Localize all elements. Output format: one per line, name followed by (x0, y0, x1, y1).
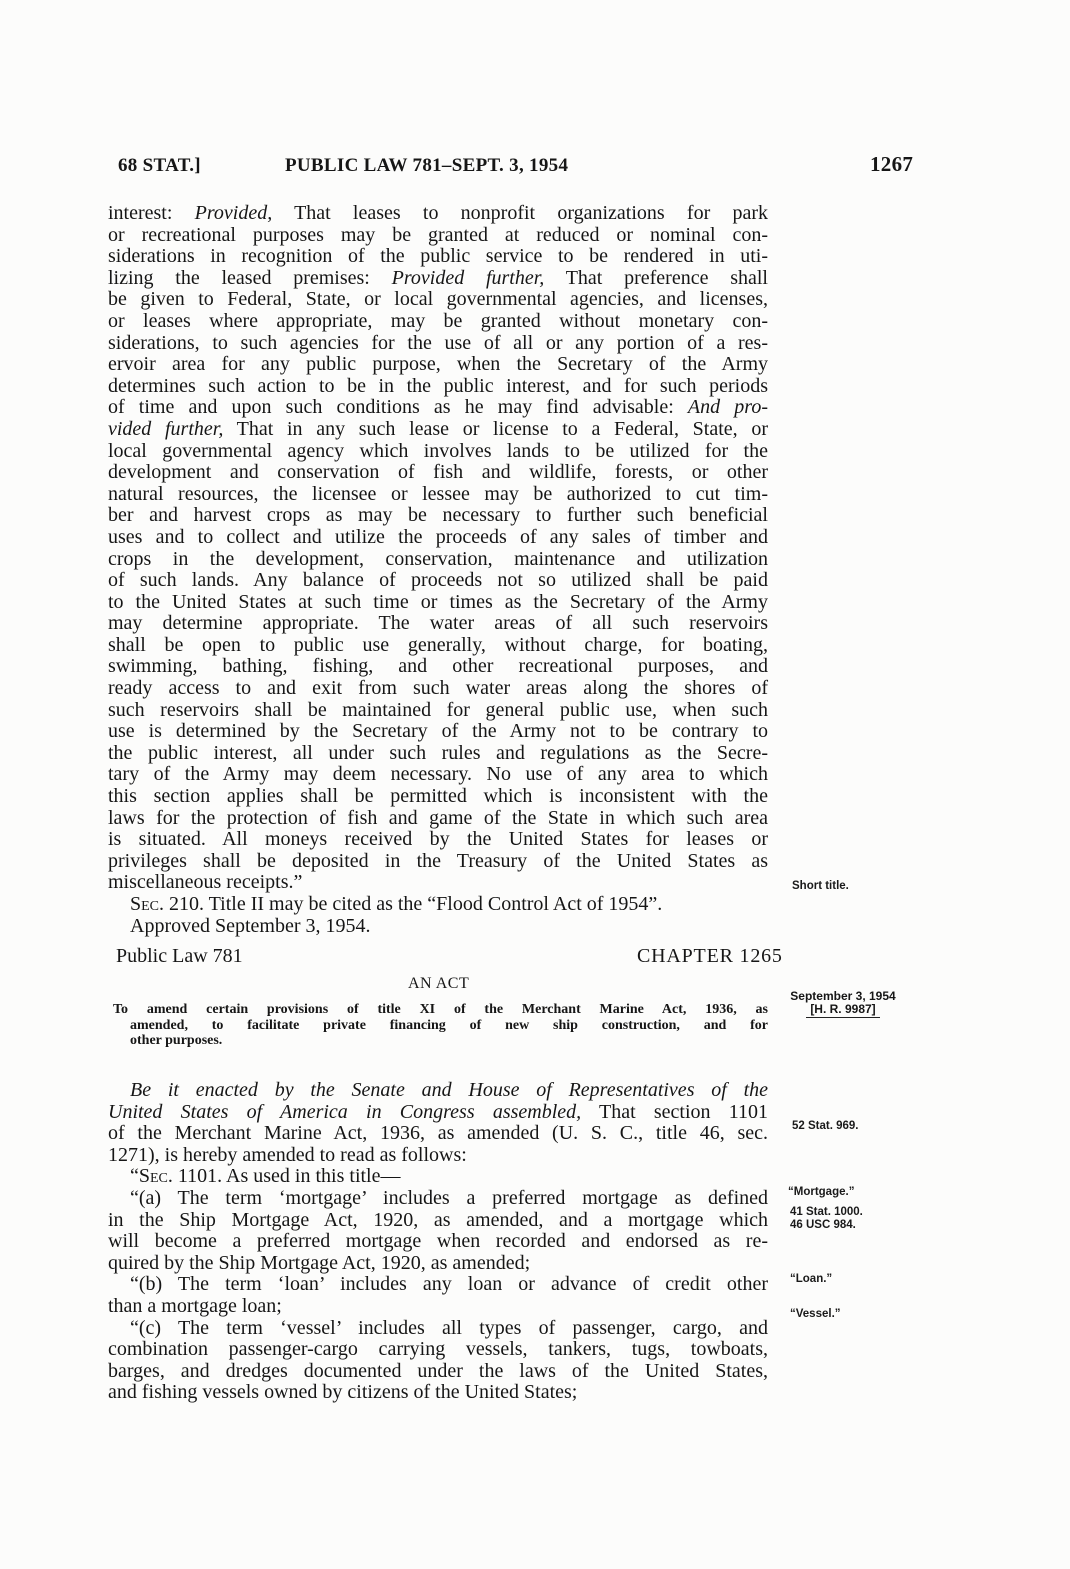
section-1101-line: “Sec. 1101. As used in this title— (130, 1165, 401, 1188)
enactment-date: September 3, 1954 (790, 989, 896, 1003)
text-line: of such lands. Any balance of proceeds not so utilized shall be paid (108, 569, 768, 592)
text-line: privileges shall be deposited in the Treasury of the United States as (108, 849, 768, 872)
page-number: 1267 (870, 152, 914, 176)
definitions (108, 1188, 768, 1404)
text-line: natural resources, the licensee or lessee may be authorized to cut tim- (108, 482, 768, 505)
text-line: or recreational purposes may be granted at reduced or nominal con- (108, 223, 768, 246)
section-210 (108, 894, 768, 937)
margin-note-citation: 46 USC 984. (790, 1219, 856, 1231)
text-line: tary of the Army may deem necessary. No use of any area to which (108, 763, 768, 786)
text-line: ervoir area for any public purpose, when the Secretary of the Army (108, 353, 768, 376)
bill-number: [H. R. 9987] (806, 1003, 879, 1018)
an-act-heading: AN ACT (408, 975, 470, 992)
act-purpose (113, 1002, 768, 1049)
text-line: interest: Provided, That leases to nonprofit organizations for park (108, 202, 768, 224)
text-line: crops in the development, conservation, maintenance and utilization (108, 547, 768, 570)
text-line: siderations in recognition of the public service to be rendered in uti- (108, 245, 768, 268)
definition-line: “(b) The term ‘loan’ includes any loan or advance of credit other (130, 1273, 768, 1296)
text-line: siderations, to such agencies for the use of all or any portion of a res- (108, 331, 768, 354)
text-line: is situated. All moneys received by the United States for leases or (108, 828, 768, 851)
continuation-text (108, 203, 768, 894)
margin-note-short-title: Short title. (792, 880, 849, 892)
text-line: this section applies shall be permitted which is inconsistent with the (108, 785, 768, 808)
enacting-line: 1271), is hereby amended to read as follows: (108, 1143, 467, 1166)
definition-line: barges, and dredges documented under the laws of the United States, (108, 1359, 768, 1382)
definition-line: “(a) The term ‘mortgage’ includes a preferred mortgage as defined (130, 1186, 768, 1209)
definition-line: and fishing vessels owned by citizens of the United States; (108, 1381, 578, 1404)
approved-line: Approved September 3, 1954. (130, 914, 371, 937)
definition-line: in the Ship Mortgage Act, 1920, as amended, and a mortgage which (108, 1208, 768, 1231)
enacting-line: Be it enacted by the Senate and House of Representatives of the (130, 1079, 768, 1101)
definition-line: “(c) The term ‘vessel’ includes all types of passenger, cargo, and (130, 1316, 768, 1339)
running-head: PUBLIC LAW 781–SEPT. 3, 1954 (285, 155, 569, 176)
text-line: vided further, That in any such lease or license to a Federal, State, or (108, 417, 768, 440)
definition-line: quired by the Ship Mortgage Act, 1920, as amended; (108, 1251, 531, 1274)
volume-reference: 68 STAT.] (118, 155, 201, 176)
text-line: shall be open to public use generally, without charge, for boating, (108, 633, 768, 656)
text-line: local governmental agency which involves lands to be utilized for the (108, 439, 768, 462)
text-line: development and conservation of fish and wildlife, forests, or other (108, 461, 768, 484)
text-line: such reservoirs shall be maintained for general public use, when such (108, 698, 768, 721)
text-line: laws for the protection of fish and game of the State in which such area (108, 806, 768, 829)
text-line: or leases where appropriate, may be granted without monetary con- (108, 309, 768, 332)
enacting-line: of the Merchant Marine Act, 1936, as amended (U. S. C., title 46, sec. (108, 1122, 768, 1145)
margin-note-mortgage: “Mortgage.” (788, 1186, 855, 1198)
text-line: swimming, bathing, fishing, and other recreational purposes, and (108, 655, 768, 678)
text-line: use is determined by the Secretary of the Army not to be contrary to (108, 720, 768, 743)
purpose-line: To amend certain provisions of title XI of the Merchant Marine Act, 1936, as (113, 1002, 768, 1017)
purpose-line: other purposes. (130, 1033, 223, 1048)
text-line: be given to Federal, State, or local governmental agencies, and licenses, (108, 288, 768, 311)
definition-line: will become a preferred mortgage when recorded and endorsed as re- (108, 1230, 768, 1253)
text-line: may determine appropriate. The water areas of all such reservoirs (108, 612, 768, 635)
section-210-line: Sec. 210. Title II may be cited as the “Flood Control Act of 1954”. (130, 893, 663, 915)
public-law-number: Public Law 781 (116, 945, 243, 967)
margin-note-loan: “Loan.” (790, 1273, 833, 1285)
definition-line: than a mortgage loan; (108, 1294, 282, 1317)
text-line: lizing the leased premises: Provided further, That preference shall (108, 266, 768, 289)
margin-note-date (778, 990, 908, 1018)
text-line: to the United States at such time or times as the Secretary of the Army (108, 590, 768, 613)
text-line: ready access to and exit from such water areas along the shores of (108, 677, 768, 700)
text-line: miscellaneous receipts.” (108, 871, 303, 894)
text-line: ber and harvest crops as may be necessary to further such beneficial (108, 504, 768, 527)
purpose-line: amended, to facilitate private financing of new ship construction, and for (130, 1017, 768, 1033)
text-line: uses and to collect and utilize the proceeds of any sales of timber and (108, 525, 768, 548)
definition-line: combination passenger-cargo carrying vessels, tankers, tugs, towboats, (108, 1338, 768, 1361)
text-line: determines such action to be in the public interest, and for such periods (108, 374, 768, 397)
enacting-line: United States of America in Congress assembled, That section 1101 (108, 1100, 768, 1123)
margin-note-citation: 41 Stat. 1000. (790, 1206, 863, 1218)
text-line: the public interest, all under such rules and regulations as the Secre- (108, 741, 768, 764)
chapter-number: CHAPTER 1265 (637, 945, 783, 967)
margin-note-vessel: “Vessel.” (790, 1308, 841, 1320)
margin-note-citation: 52 Stat. 969. (792, 1120, 859, 1132)
enacting-clause (108, 1080, 768, 1404)
text-line: of time and upon such conditions as he may find advisable: And pro- (108, 396, 768, 419)
